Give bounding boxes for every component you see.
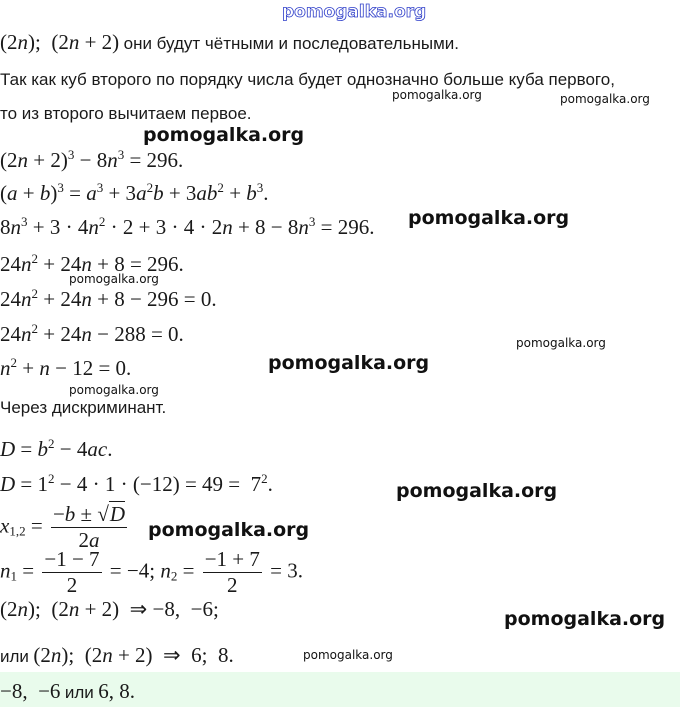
line-2: Так как куб второго по порядку числа будет однозначно больше куба первого, — [0, 70, 615, 89]
watermark: pomogalka.org — [392, 88, 482, 102]
line-1-text: они будут чётными и последовательными. — [123, 34, 459, 53]
eq-second-pair: или (2n); (2n + 2) ⇒ 6; 8. — [0, 643, 234, 667]
eq-simplified: $24n^2 + 24n + 8 = 296$. — [0, 251, 184, 276]
eq-discriminant-formula: $D = b^2 - 4ac$. — [0, 436, 113, 461]
line-3: то из второго вычитаем первое. — [0, 104, 252, 123]
answer-or: или — [64, 683, 94, 702]
eq-reduced: $n^2 + n - 12 = 0$. — [0, 355, 132, 380]
eq-roots-values: $n_1$ = $\frac{-1 - 7}{2}$ = −4; $n_2$ = $\frac{-1 + 7}{2}$ = 3. — [0, 547, 303, 597]
watermark: pomogalka.org — [143, 124, 305, 146]
eq-roots-formula: $x_{1,2}$ = $\frac{-b \pm √D}{2a}$ — [0, 502, 126, 552]
math-2n-2n2: (2n); (2n + 2) — [0, 30, 120, 54]
watermark: pomogalka.org — [69, 383, 159, 397]
watermark: pomogalka.org — [516, 336, 606, 350]
eq-moved: $24n^2 + 24n + 8 - 296 = 0$. — [0, 286, 217, 311]
watermark: pomogalka.org — [69, 272, 159, 286]
watermark: pomogalka.org — [303, 648, 393, 662]
fraction: $\frac{-1 - 7}{2}$ — [44, 547, 100, 597]
eq-difference-of-cubes: $(2n + 2)^3 - 8n^3 = 296$. — [0, 147, 184, 172]
fraction: $\frac{-1 + 7}{2}$ — [204, 547, 260, 597]
watermark: pomogalka.org — [148, 519, 310, 541]
answer-box — [0, 672, 680, 707]
watermark: pomogalka.org — [268, 352, 430, 374]
eq-cube-formula: $(a + b)^3 = a^3 + 3a^2b + 3ab^2 + b^3$. — [0, 180, 269, 205]
watermark-top: pomogalka.org — [282, 2, 427, 22]
eq-combined: $24n^2 + 24n - 288 = 0$. — [0, 321, 184, 346]
watermark: pomogalka.org — [560, 92, 650, 106]
watermark: pomogalka.org — [504, 608, 666, 630]
or-word: или — [0, 647, 29, 666]
watermark: pomogalka.org — [396, 480, 558, 502]
watermark: pomogalka.org — [408, 207, 570, 229]
answer-line: −8, −6 или 6, 8. — [0, 679, 136, 703]
eq-first-pair: (2n); (2n + 2) ⇒ −8, −6; — [0, 597, 219, 621]
eq-expansion: $8n^3 + 3 \cdot 4n^2 \cdot 2 + 3 \cdot 4 \cdot 2n + 8 - 8n^3 = 296$. — [0, 214, 375, 239]
fraction: $\frac{-b \pm √D}{2a}$ — [52, 502, 126, 552]
line-1 — [0, 30, 459, 55]
discriminant-heading: Через дискриминант. — [0, 398, 167, 417]
eq-discriminant-value: $D = 1^2 - 4 \cdot 1 \cdot (-12) = 49 = 7^2$. — [0, 471, 273, 496]
